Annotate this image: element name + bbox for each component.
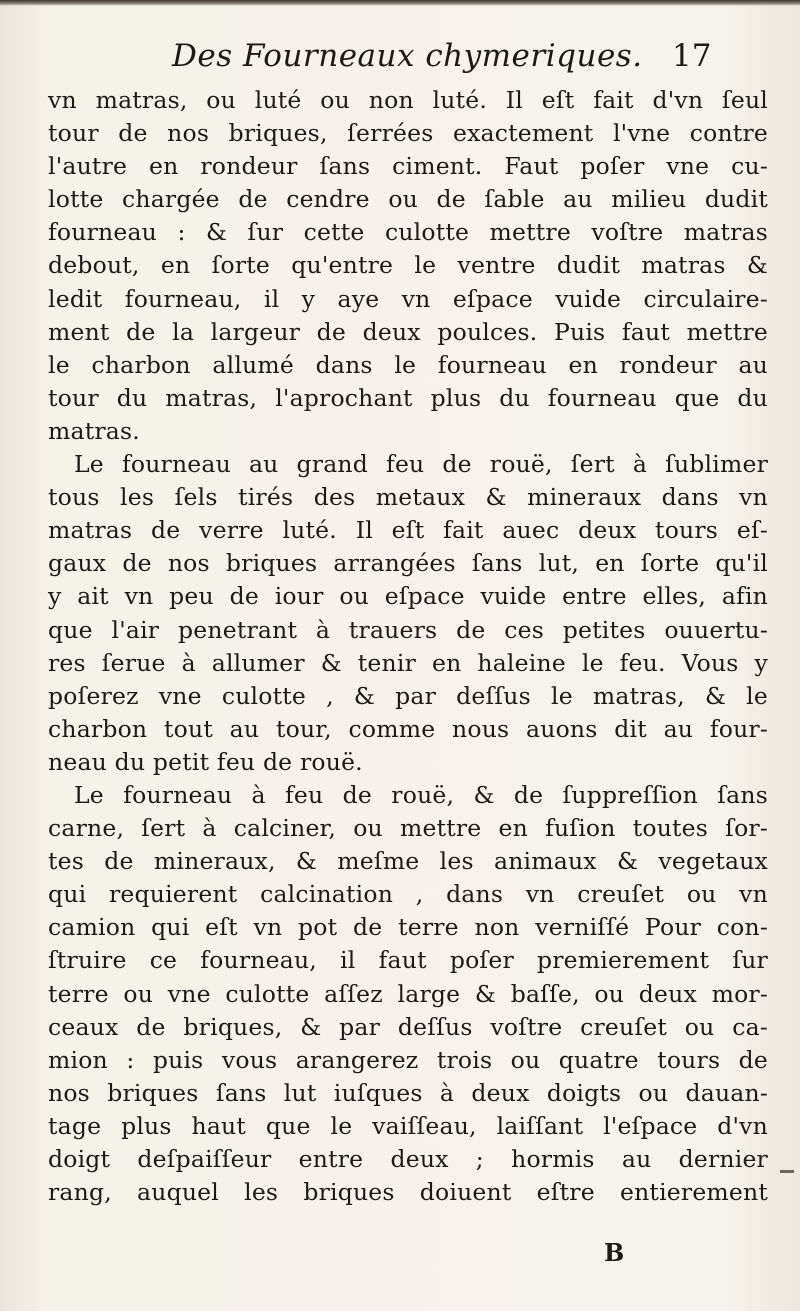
text-line: le charbon allumé dans le fourneau en rondeur au — [48, 350, 768, 379]
text-line: charbon tout au tour, comme nous auons dit au four- — [48, 714, 768, 743]
text-line: debout, en ſorte qu'entre le ventre dudit matras & — [48, 251, 768, 280]
page-number: 17 — [672, 38, 712, 74]
running-title: Des Fourneaux chymeriques. — [172, 38, 643, 74]
text-line: tes de mineraux, & meſme les animaux & vegetaux — [48, 847, 768, 876]
text-line: poſerez vne culotte , & par deſſus le matras, & le — [48, 681, 768, 710]
text-line: ceaux de briques, & par deſſus voſtre creuſet ou ca- — [48, 1012, 768, 1041]
text-line: rang, auquel les briques doiuent eſtre entierement — [48, 1178, 768, 1207]
text-line: carne, ſert à calciner, ou mettre en fuſion toutes ſor- — [48, 814, 768, 843]
text-line: tous les ſels tirés des metaux & mineraux dans vn — [48, 483, 768, 512]
text-line: que l'air penetrant à trauers de ces petites ouuertu- — [48, 615, 768, 644]
text-line: doigt deſpaiſſeur entre deux ; hormis au dernier — [48, 1145, 768, 1173]
text-line: tour de nos briques, ſerrées exactement l'vne contre — [48, 119, 768, 148]
text-line: qui requierent calcination , dans vn creuſet ou vn — [48, 880, 768, 909]
text-line: camion qui eſt vn pot de terre non verniſſé Pour con- — [48, 913, 768, 942]
page-top-edge — [0, 0, 800, 6]
text-line: matras de verre luté. Il eſt fait auec deux tours eſ- — [48, 516, 768, 545]
text-line: fourneau : & ſur cette culotte mettre voſtre matras — [48, 218, 768, 247]
running-head — [0, 38, 800, 82]
text-line: terre ou vne culotte aſſez large & baſſe, ou deux mor- — [48, 979, 768, 1008]
text-line: neau du petit feu de rouë. — [48, 747, 363, 776]
text-line: tage plus haut que le vaiſſeau, laiſſant l'eſpace d'vn — [48, 1111, 768, 1140]
margin-mark — [780, 1170, 794, 1173]
text-line: lotte chargée de cendre ou de ſable au milieu dudit — [48, 185, 768, 214]
text-line: ledit fourneau, il y aye vn eſpace vuide circulaire- — [48, 284, 768, 313]
text-line: ſtruire ce fourneau, il faut poſer premierement ſur — [48, 946, 768, 975]
signature-mark: B — [604, 1238, 625, 1267]
text-line: res ſerue à allumer & tenir en haleine le feu. Vous y — [48, 648, 768, 677]
text-line: gaux de nos briques arrangées ſans lut, en ſorte qu'il — [48, 549, 768, 578]
text-line: mion : puis vous arangerez trois ou quatre tours de — [48, 1045, 768, 1074]
body-text — [48, 84, 768, 1209]
text-line: Le fourneau au grand feu de rouë, ſert à ſublimer — [74, 450, 768, 479]
text-line: matras. — [48, 416, 140, 445]
text-line: ment de la largeur de deux poulces. Puis faut mettre — [48, 317, 768, 346]
text-line: vn matras, ou luté ou non luté. Il eſt fait d'vn ſeul — [48, 86, 768, 114]
text-line: Le fourneau à feu de rouë, & de ſuppreſſion ſans — [74, 780, 768, 809]
text-line: tour du matras, l'aprochant plus du fourneau que du — [48, 383, 768, 412]
text-line: l'autre en rondeur ſans ciment. Faut poſer vne cu- — [48, 152, 768, 181]
text-line: y ait vn peu de iour ou eſpace vuide entre elles, afin — [48, 582, 768, 611]
text-line: nos briques ſans lut iuſques à deux doigts ou dauan- — [48, 1078, 768, 1107]
